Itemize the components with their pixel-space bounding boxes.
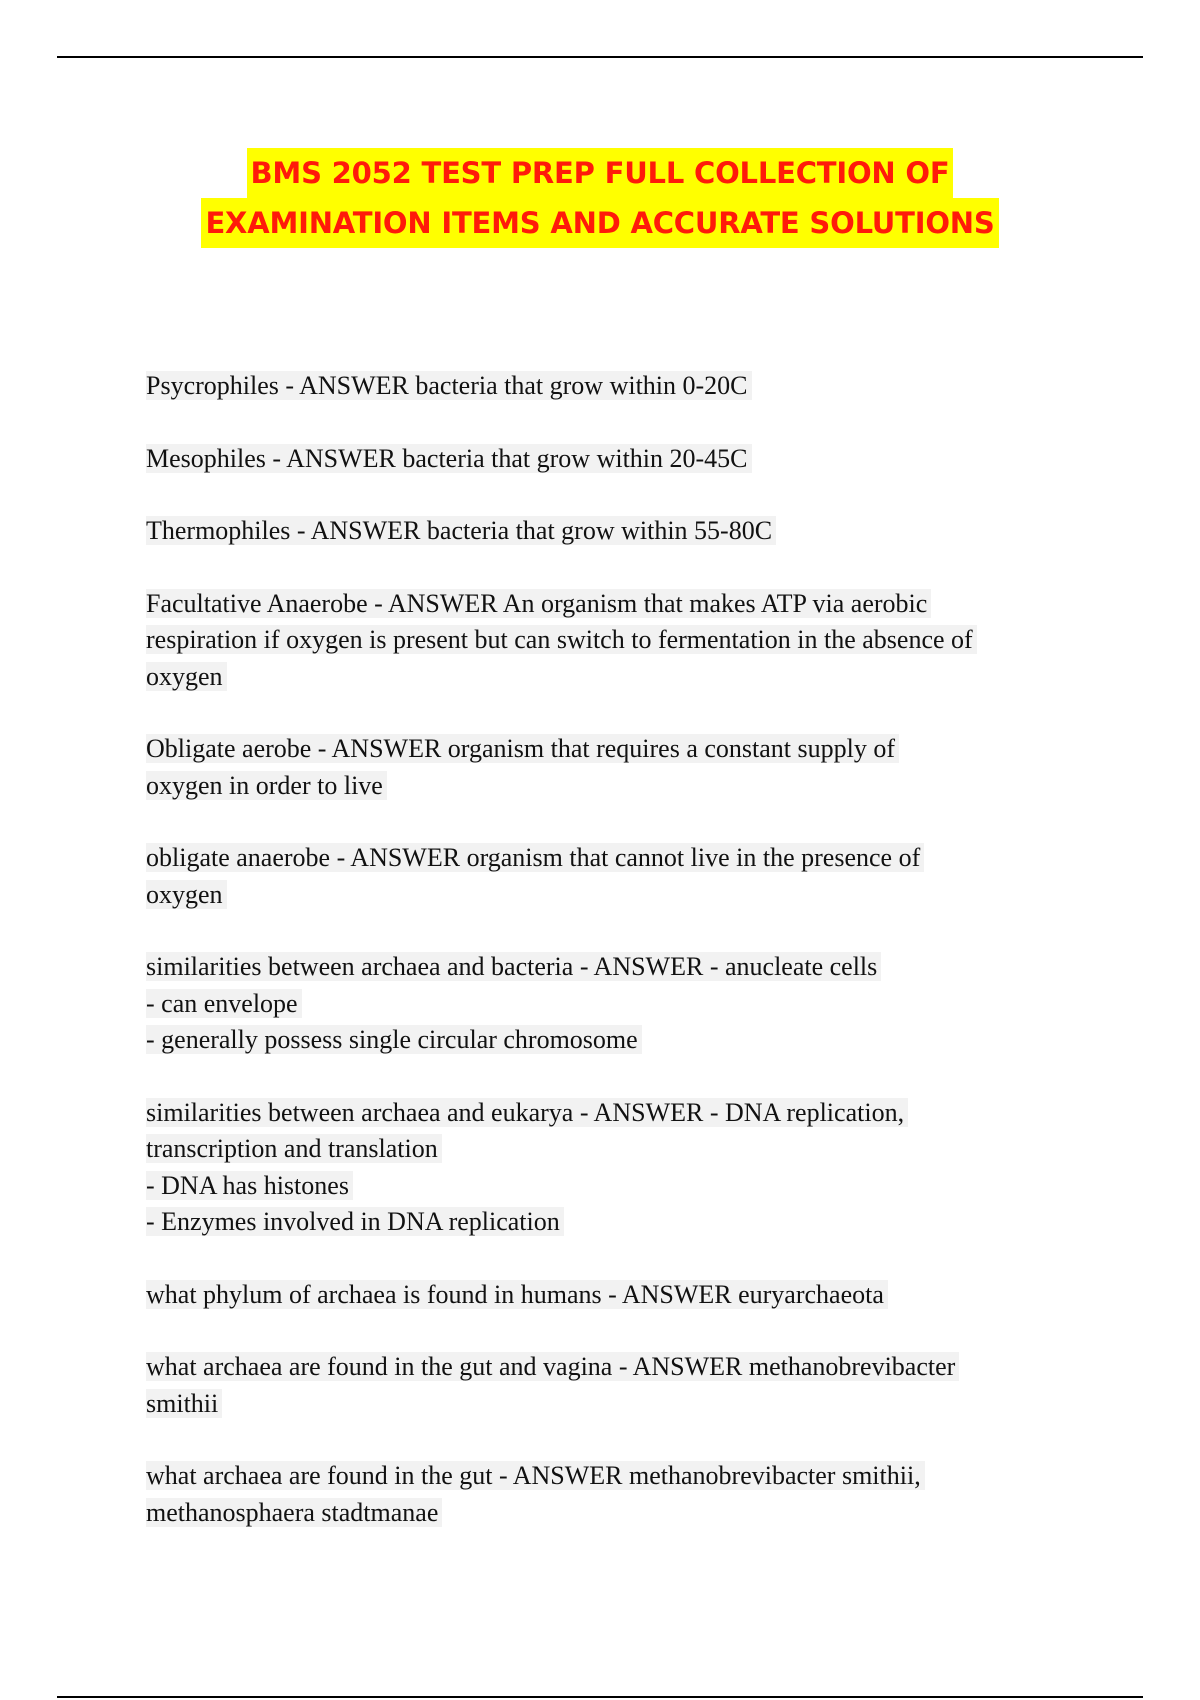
qa-line: respiration if oxygen is present but can switch to fermentation in the absence of <box>146 625 977 654</box>
title-line: EXAMINATION ITEMS AND ACCURATE SOLUTIONS <box>201 198 998 248</box>
qa-line: - Enzymes involved in DNA replication <box>146 1207 564 1236</box>
qa-item <box>146 1458 1066 1531</box>
qa-line: oxygen <box>146 662 227 691</box>
qa-item <box>146 1095 1066 1241</box>
qa-line: Obligate aerobe - ANSWER organism that requires a constant supply of <box>146 734 899 763</box>
qa-list <box>146 368 1066 1567</box>
qa-line: what archaea are found in the gut and vagina - ANSWER methanobrevibacter <box>146 1352 959 1381</box>
qa-line: smithii <box>146 1389 222 1418</box>
qa-line: similarities between archaea and bacteria - ANSWER - anucleate cells <box>146 952 881 981</box>
qa-line: Psycrophiles - ANSWER bacteria that grow within 0-20C <box>146 371 752 400</box>
qa-item <box>146 368 1066 405</box>
qa-item <box>146 513 1066 550</box>
qa-line: oxygen <box>146 880 227 909</box>
qa-line: - can envelope <box>146 989 302 1018</box>
document-title <box>0 148 1200 248</box>
qa-line: - generally possess single circular chromosome <box>146 1025 642 1054</box>
qa-item <box>146 840 1066 913</box>
qa-item <box>146 1349 1066 1422</box>
qa-line: Mesophiles - ANSWER bacteria that grow within 20-45C <box>146 444 752 473</box>
title-line: BMS 2052 TEST PREP FULL COLLECTION OF <box>247 148 954 198</box>
qa-line: Thermophiles - ANSWER bacteria that grow within 55-80C <box>146 516 776 545</box>
bottom-rule <box>57 1696 1143 1698</box>
qa-line: Facultative Anaerobe - ANSWER An organism that makes ATP via aerobic <box>146 589 931 618</box>
qa-line: - DNA has histones <box>146 1171 353 1200</box>
qa-line: what phylum of archaea is found in humans - ANSWER euryarchaeota <box>146 1280 888 1309</box>
qa-item <box>146 949 1066 1059</box>
qa-line: similarities between archaea and eukarya - ANSWER - DNA replication, <box>146 1098 908 1127</box>
qa-item <box>146 731 1066 804</box>
qa-line: what archaea are found in the gut - ANSWER methanobrevibacter smithii, <box>146 1461 925 1490</box>
qa-item <box>146 586 1066 696</box>
qa-line: transcription and translation <box>146 1134 442 1163</box>
qa-line: obligate anaerobe - ANSWER organism that cannot live in the presence of <box>146 843 924 872</box>
top-rule <box>57 56 1143 58</box>
qa-line: methanosphaera stadtmanae <box>146 1498 442 1527</box>
qa-item <box>146 1277 1066 1314</box>
qa-line: oxygen in order to live <box>146 771 387 800</box>
qa-item <box>146 441 1066 478</box>
